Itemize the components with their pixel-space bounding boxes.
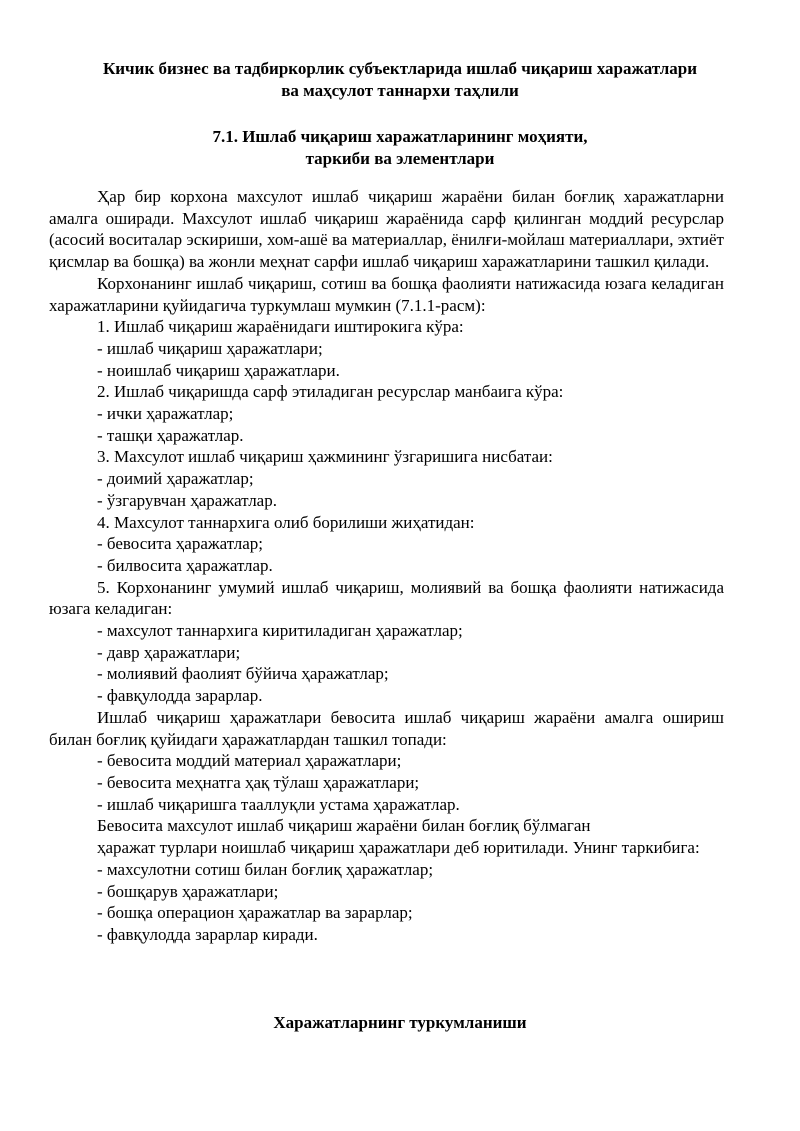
- list-item: - доимий ҳаражатлар;: [97, 469, 254, 489]
- list-item: - ташқи ҳаражатлар.: [97, 425, 244, 445]
- list-heading-2: 2. Ишлаб чиқаришда сарф этиладиган ресурслар манбаига кўра:: [97, 382, 564, 402]
- list-item: - давр ҳаражатлари;: [97, 642, 241, 662]
- list-heading-3: 3. Махсулот ишлаб чиқариш ҳажмининг ўзгаришига нисбатаи:: [97, 447, 553, 467]
- document-body: [49, 186, 724, 946]
- list-item: - фавқулодда зарарлар.: [97, 686, 263, 706]
- list-heading-1: 1. Ишлаб чиқариш жараёнидаги иштирокига кўра:: [97, 317, 464, 337]
- figure-heading: Харажатларнинг туркумланиши: [273, 1013, 527, 1032]
- list-item: - ички ҳаражатлар;: [97, 404, 234, 424]
- list-item: - бошқа операцион ҳаражатлар ва зарарлар;: [97, 903, 413, 923]
- list-item: - ишлаб чиқариш ҳаражатлари;: [97, 338, 323, 358]
- list-item: - бевосита ҳаражатлар;: [97, 534, 263, 554]
- list-item: - ўзгарувчан ҳаражатлар.: [97, 490, 277, 510]
- document-title: [40, 58, 760, 102]
- paragraph-4-start: Бевосита махсулот ишлаб чиқариш жараёни билан боғлиқ бўлмаган: [97, 816, 591, 836]
- paragraph-2: Корхонанинг ишлаб чиқариш, сотиш ва бошқа фаолияти натижасида юзага келадиган харажатларини қуйидагича туркумлаш мумкин (7.1.1-расм):: [49, 273, 724, 315]
- list-item: - молиявий фаолият бўйича ҳаражатлар;: [97, 664, 389, 684]
- list-item: - ишлаб чиқаришга тааллуқли устама ҳаражатлар.: [97, 794, 460, 814]
- list-heading-4: 4. Махсулот таннархига олиб борилиши жиҳатидан:: [97, 512, 475, 532]
- paragraph-1: Ҳар бир корхона махсулот ишлаб чиқариш жараёни билан боғлиқ харажатларни амалга оширади. Махсулот ишлаб чиқариш жараёнида сарф қилинган моддий ресурслар (асосий воситалар эскириши, хом-ашё ва материаллар, ёнилғи-мойлаш материаллари, эхтиёт қисмлар ва бошқа) ва жонли меҳнат сарфи ишлаб чиқариш харажатларини ташкил қилади.: [49, 187, 724, 272]
- list-item: - фавқулодда зарарлар киради.: [97, 924, 318, 944]
- list-heading-5: 5. Корхонанинг умумий ишлаб чиқариш, молиявий ва бошқа фаолияти натижасида юзага келадиган:: [49, 577, 724, 619]
- list-item: - махсулотни сотиш билан боғлиқ ҳаражатлар;: [97, 859, 434, 879]
- section-heading: [40, 126, 760, 170]
- title-line-1: Кичик бизнес ва тадбиркорлик субъектларида ишлаб чиқариш харажатлари: [102, 59, 698, 78]
- paragraph-3: Ишлаб чиқариш ҳаражатлари бевосита ишлаб чиқариш жараёни амалга ошириш билан боғлиқ қуйидаги ҳаражатлардан ташкил топади:: [49, 707, 724, 749]
- list-item: - бевосита моддий материал ҳаражатлари;: [97, 751, 402, 771]
- list-item: - билвосита ҳаражатлар.: [97, 555, 273, 575]
- title-line-2: ва маҳсулот таннархи таҳлили: [281, 81, 519, 100]
- list-item: - бошқарув ҳаражатлари;: [97, 881, 279, 901]
- paragraph-4-continued: ҳаражат турлари ноишлаб чиқариш ҳаражатлари деб юритилади. Унинг таркибига:: [97, 838, 700, 858]
- section-heading-line-2: таркиби ва элементлари: [305, 149, 495, 168]
- list-item: - ноишлаб чиқариш ҳаражатлари.: [97, 360, 340, 380]
- list-item: - бевосита меҳнатга ҳақ тўлаш ҳаражатлари;: [97, 772, 420, 792]
- section-heading-line-1: 7.1. Ишлаб чиқариш харажатларининг моҳияти,: [212, 127, 588, 146]
- list-item: - махсулот таннархига киритиладиган ҳаражатлар;: [97, 621, 463, 641]
